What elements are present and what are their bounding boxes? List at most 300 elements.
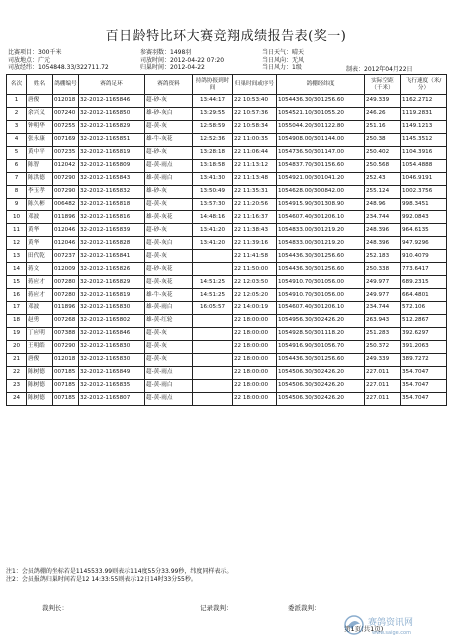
header-bird-info: 赛鸽资料: [145, 75, 193, 95]
cell-loft-id: 012046: [53, 224, 79, 237]
cell-name: 钟明华: [27, 120, 53, 133]
cell-distance: 249.339: [365, 353, 401, 366]
cell-rank: 21: [7, 353, 27, 366]
cell-distance: 227.011: [365, 379, 401, 392]
cell-loft-id: 011896: [53, 211, 79, 224]
cell-speed: 964.6135: [401, 224, 447, 237]
cell-speed: 773.6417: [401, 263, 447, 276]
cell-bird-info: 超-黄-灰: [145, 353, 193, 366]
table-row: [7, 120, 447, 133]
cell-speed: 992.0843: [401, 211, 447, 224]
table-row: [7, 314, 447, 327]
cell-speed: 1046.9191: [401, 172, 447, 185]
cell-ring: 32-2012-1165828: [79, 237, 145, 250]
header-distance: 实际空距（千米）: [365, 75, 401, 95]
header-speed: 飞行速度（米/分）: [401, 75, 447, 95]
cell-loft-id: 012018: [53, 95, 79, 108]
table-row: [7, 276, 447, 289]
table-row: [7, 327, 447, 340]
cell-ring: 32-2012-1165843: [79, 172, 145, 185]
cell-distance: 248.396: [365, 237, 401, 250]
cell-speed: 1162.2712: [401, 95, 447, 108]
cell-loft-id: 007235: [53, 146, 79, 159]
cell-loft-id: 007268: [53, 314, 79, 327]
table-row: [7, 133, 447, 146]
cell-name: 陈树德: [27, 366, 53, 379]
cell-speed: 354.7047: [401, 366, 447, 379]
report-title: 百日龄特比环大赛竞翔成绩报告表(奖一): [105, 29, 347, 44]
cell-ring: 32-2012-1165807: [79, 392, 145, 405]
cell-bird-info: 雄-牛-灰花: [145, 133, 193, 146]
cell-ring: 32-2012-1165849: [79, 366, 145, 379]
cell-distance: 251.16: [365, 120, 401, 133]
cell-speed: 392.6297: [401, 327, 447, 340]
cell-loft-id: 007290: [53, 172, 79, 185]
cell-report-time: 14:48:16: [193, 211, 233, 224]
cell-name: 张永康: [27, 133, 53, 146]
cell-rank: 13: [7, 250, 27, 263]
cell-loft-coords: 1054928.50/301118.20: [277, 327, 365, 340]
table-row: [7, 250, 447, 263]
cell-arrival-time: 22 11:06:44: [233, 146, 277, 159]
table-row: [7, 211, 447, 224]
cell-report-time: 13:28:18: [193, 146, 233, 159]
cell-name: 余兴义: [27, 107, 53, 120]
cell-bird-info: 超-黄-灰: [145, 198, 193, 211]
cell-arrival-time: 22 11:41:58: [233, 250, 277, 263]
cell-arrival-time: 22 18:00:00: [233, 340, 277, 353]
cell-ring: 32-2012-1165816: [79, 211, 145, 224]
cell-report-time: [193, 353, 233, 366]
cell-rank: 17: [7, 302, 27, 315]
cell-speed: 1149.1213: [401, 120, 447, 133]
cell-loft-coords: 1054436.30/301256.60: [277, 353, 365, 366]
cell-report-time: [193, 379, 233, 392]
cell-report-time: 13:41:20: [193, 224, 233, 237]
cell-report-time: [193, 250, 233, 263]
cell-bird-info: 超-黄-灰白: [145, 237, 193, 250]
cell-rank: 8: [7, 185, 27, 198]
cell-distance: 252.43: [365, 172, 401, 185]
cell-loft-coords: 1055044.20/301122.80: [277, 120, 365, 133]
race-item: 比赛项目：300千米: [8, 49, 62, 56]
cell-bird-info: 雄-砂-灰: [145, 185, 193, 198]
cell-loft-id: 012046: [53, 237, 79, 250]
cell-loft-id: 007185: [53, 366, 79, 379]
cell-distance: 249.339: [365, 95, 401, 108]
wind-direction: 当日风向：无风: [262, 56, 305, 64]
cell-arrival-time: 22 18:00:00: [233, 353, 277, 366]
cell-ring: 32-2012-1165829: [79, 120, 145, 133]
table-header-row: [7, 75, 447, 95]
cell-name: 黄中平: [27, 146, 53, 159]
cell-name: 蒋应才: [27, 289, 53, 302]
entry-count: 参赛羽数：1498羽: [140, 49, 192, 56]
cell-loft-coords: 1054436.30/301256.60: [277, 263, 365, 276]
wind-force: 当日风力：1级: [262, 64, 302, 71]
cell-loft-id: 012042: [53, 159, 79, 172]
cell-ring: 32-2012-1165850: [79, 107, 145, 120]
cell-ring: 32-2012-1165802: [79, 314, 145, 327]
cell-rank: 16: [7, 289, 27, 302]
cell-loft-coords: 1054506.30/302426.20: [277, 379, 365, 392]
header-ring: 赛鸽足环: [79, 75, 145, 95]
cell-report-time: 13:29:55: [193, 107, 233, 120]
table-row: [7, 289, 447, 302]
cell-arrival-time: 22 11:00:35: [233, 133, 277, 146]
cell-rank: 24: [7, 392, 27, 405]
cell-loft-coords: 1054628.00/300842.00: [277, 185, 365, 198]
cell-distance: 250.338: [365, 263, 401, 276]
cell-bird-info: 超-黄-雨白: [145, 379, 193, 392]
cell-loft-coords: 1054436.30/301256.60: [277, 95, 365, 108]
cell-distance: 246.26: [365, 107, 401, 120]
cell-loft-id: 012018: [53, 353, 79, 366]
return-date: 归巢时间：2012-04-22: [140, 64, 205, 71]
cell-name: 蒋文: [27, 263, 53, 276]
cell-arrival-time: 22 12:03:50: [233, 276, 277, 289]
cell-report-time: 13:57:30: [193, 198, 233, 211]
info-right: [262, 49, 304, 72]
release-time: 司放时间：2012-04-22 07:20: [140, 56, 225, 64]
record-referee-label: 记录裁判：: [200, 604, 233, 612]
cell-ring: 32-2012-1165819: [79, 289, 145, 302]
cell-loft-coords: 1054736.50/301147.00: [277, 146, 365, 159]
cell-ring: 32-2012-1165809: [79, 159, 145, 172]
cell-distance: 250.38: [365, 133, 401, 146]
cell-name: 陈洪德: [27, 172, 53, 185]
cell-name: 陈久彬: [27, 198, 53, 211]
cell-rank: 1: [7, 95, 27, 108]
results-table: [6, 74, 447, 406]
cell-bird-info: 雄-牛-灰花: [145, 289, 193, 302]
cell-bird-info: 超-黄-灰: [145, 250, 193, 263]
cell-arrival-time: 22 18:00:00: [233, 392, 277, 405]
header-report-time: 持鸽协报到时间: [193, 75, 233, 95]
cell-loft-coords: 1054607.40/301206.10: [277, 302, 365, 315]
cell-speed: 1119.2831: [401, 107, 447, 120]
release-place: 司放地点：广元: [8, 56, 51, 64]
cell-distance: 248.396: [365, 224, 401, 237]
cell-bird-info: 雄-黄-灰花: [145, 211, 193, 224]
cell-distance: 252.183: [365, 250, 401, 263]
notes: [6, 568, 232, 583]
cell-ring: 32-2012-1165819: [79, 146, 145, 159]
header-loft-coords: 鸽棚经纬度: [277, 75, 365, 95]
table-row: [7, 263, 447, 276]
cell-rank: 11: [7, 224, 27, 237]
cell-bird-info: 超-砂-灰: [145, 95, 193, 108]
cell-report-time: 13:44:17: [193, 95, 233, 108]
cell-arrival-time: 22 11:13:48: [233, 172, 277, 185]
cell-distance: 263.943: [365, 314, 401, 327]
cell-arrival-time: 22 11:35:31: [233, 185, 277, 198]
cell-name: 邓波: [27, 302, 53, 315]
cell-rank: 3: [7, 120, 27, 133]
cell-report-time: 12:52:36: [193, 133, 233, 146]
cell-report-time: [193, 392, 233, 405]
cell-name: 丁应明: [27, 327, 53, 340]
header-rank: 名次: [7, 75, 27, 95]
cell-loft-coords: 1054837.70/301156.60: [277, 159, 365, 172]
cell-loft-coords: 1054833.00/301219.20: [277, 237, 365, 250]
cell-rank: 20: [7, 340, 27, 353]
cell-speed: 910.4079: [401, 250, 447, 263]
cell-name: 蒋应才: [27, 276, 53, 289]
cell-report-time: 14:51:25: [193, 289, 233, 302]
table-row: [7, 366, 447, 379]
cell-name: 田代乾: [27, 250, 53, 263]
cell-rank: 12: [7, 237, 27, 250]
cell-bird-info: 超-砂-灰: [145, 146, 193, 159]
cell-rank: 14: [7, 263, 27, 276]
header-arrival-time: 归巢时间或序号: [233, 75, 277, 95]
cell-loft-coords: 1054506.30/302426.20: [277, 366, 365, 379]
cell-loft-id: 007185: [53, 379, 79, 392]
cell-arrival-time: 22 10:53:40: [233, 95, 277, 108]
table-row: [7, 379, 447, 392]
cell-ring: 32-2012-1165851: [79, 133, 145, 146]
cell-rank: 15: [7, 276, 27, 289]
cell-arrival-time: 22 11:16:37: [233, 211, 277, 224]
cell-report-time: [193, 340, 233, 353]
cell-loft-coords: 1054916.90/301056.70: [277, 340, 365, 353]
info-left: [8, 49, 109, 72]
cell-report-time: 13:41:20: [193, 237, 233, 250]
cell-bird-info: 超-砂-灰花: [145, 263, 193, 276]
cell-report-time: 13:41:30: [193, 172, 233, 185]
cell-speed: 998.3451: [401, 198, 447, 211]
table-row: [7, 172, 447, 185]
saige-logo-watermark: [342, 612, 446, 638]
note-2: 注2：会员报鸽归巢时间若是12 14:33:55则表示12日14时33分55秒。: [6, 575, 197, 583]
cell-distance: 234.744: [365, 211, 401, 224]
cell-rank: 22: [7, 366, 27, 379]
cell-name: 黄华: [27, 224, 53, 237]
cell-bird-info: 超-黄-雨点: [145, 159, 193, 172]
cell-speed: 1145.3512: [401, 133, 447, 146]
cell-loft-id: 007255: [53, 120, 79, 133]
cell-loft-coords: 1054956.30/302426.20: [277, 314, 365, 327]
table-row: [7, 198, 447, 211]
cell-bird-info: 雄-黄-红轮: [145, 314, 193, 327]
cell-speed: 1054.4888: [401, 159, 447, 172]
cell-bird-info: 超-黄-雨点: [145, 392, 193, 405]
header-name: 姓名: [27, 75, 53, 95]
cell-arrival-time: 22 11:20:56: [233, 198, 277, 211]
cell-loft-coords: 1054436.30/301256.60: [277, 250, 365, 263]
svg-text:www.saige.com: www.saige.com: [372, 630, 411, 636]
cell-bird-info: 超-黄-灰: [145, 340, 193, 353]
cell-name: 黄华: [27, 237, 53, 250]
cell-arrival-time: 22 10:57:36: [233, 107, 277, 120]
cell-loft-id: 007280: [53, 276, 79, 289]
cell-loft-id: 007185: [53, 392, 79, 405]
cell-speed: 689.2315: [401, 276, 447, 289]
cell-arrival-time: 22 18:00:00: [233, 366, 277, 379]
cell-report-time: 14:51:25: [193, 276, 233, 289]
cell-speed: 354.7047: [401, 392, 447, 405]
table-row: [7, 392, 447, 405]
cell-loft-coords: 1054908.00/301144.00: [277, 133, 365, 146]
cell-distance: 250.402: [365, 146, 401, 159]
cell-loft-id: 007280: [53, 289, 79, 302]
cell-rank: 6: [7, 159, 27, 172]
cell-rank: 5: [7, 146, 27, 159]
table-row: [7, 340, 447, 353]
cell-name: 陈树德: [27, 379, 53, 392]
cell-loft-coords: 1054506.30/302426.20: [277, 392, 365, 405]
table-row: [7, 224, 447, 237]
info-mid: [140, 49, 224, 72]
cell-rank: 23: [7, 379, 27, 392]
cell-arrival-time: 22 18:00:00: [233, 314, 277, 327]
cell-loft-id: 006482: [53, 198, 79, 211]
cell-distance: 227.011: [365, 366, 401, 379]
cell-name: 唐俊: [27, 95, 53, 108]
cell-speed: 1104.3916: [401, 146, 447, 159]
cell-report-time: 12:58:59: [193, 120, 233, 133]
cell-distance: 248.96: [365, 198, 401, 211]
cell-loft-id: 007169: [53, 133, 79, 146]
cell-ring: 32-2012-1165832: [79, 185, 145, 198]
cell-ring: 32-2012-1165830: [79, 353, 145, 366]
cell-ring: 32-2012-1165826: [79, 263, 145, 276]
cell-speed: 947.9296: [401, 237, 447, 250]
table-row: [7, 107, 447, 120]
cell-loft-id: 012009: [53, 263, 79, 276]
made-date: 制表：2012年04月22日: [346, 66, 413, 73]
cell-name: 李玉孝: [27, 185, 53, 198]
cell-ring: 32-2012-1165841: [79, 250, 145, 263]
assigned-referee-label: 委派裁判：: [288, 604, 321, 612]
cell-speed: 389.7272: [401, 353, 447, 366]
cell-arrival-time: 22 12:05:20: [233, 289, 277, 302]
cell-arrival-time: 22 14:00:19: [233, 302, 277, 315]
cell-report-time: 16:05:57: [193, 302, 233, 315]
cell-report-time: [193, 327, 233, 340]
cell-loft-coords: 1054910.70/301056.00: [277, 289, 365, 302]
cell-distance: 249.977: [365, 289, 401, 302]
table-row: [7, 237, 447, 250]
cell-speed: 1002.3756: [401, 185, 447, 198]
cell-loft-coords: 1054915.90/301308.90: [277, 198, 365, 211]
cell-loft-id: 007240: [53, 107, 79, 120]
cell-speed: 391.2063: [401, 340, 447, 353]
cell-rank: 10: [7, 211, 27, 224]
cell-distance: 250.372: [365, 340, 401, 353]
cell-report-time: [193, 366, 233, 379]
cell-distance: 250.568: [365, 159, 401, 172]
table-row: [7, 159, 447, 172]
header-loft-id: 鸽棚编号: [53, 75, 79, 95]
cell-distance: 249.977: [365, 276, 401, 289]
table-row: [7, 302, 447, 315]
cell-rank: 7: [7, 172, 27, 185]
cell-ring: 32-2012-1165835: [79, 379, 145, 392]
cell-distance: 251.283: [365, 327, 401, 340]
cell-bird-info: 超-黄-雨点: [145, 366, 193, 379]
cell-name: 唐俊: [27, 353, 53, 366]
cell-speed: 572.106: [401, 302, 447, 315]
table-row: [7, 185, 447, 198]
cell-ring: 32-2012-1165818: [79, 198, 145, 211]
cell-loft-id: 007237: [53, 250, 79, 263]
cell-distance: 234.744: [365, 302, 401, 315]
cell-loft-coords: 1054521.10/301055.20: [277, 107, 365, 120]
cell-name: 赵勇: [27, 314, 53, 327]
cell-name: 陈树德: [27, 392, 53, 405]
cell-bird-info: 雄-黄-雨白: [145, 172, 193, 185]
cell-loft-id: 007290: [53, 340, 79, 353]
cell-rank: 4: [7, 133, 27, 146]
chief-referee-label: 裁判长：: [42, 604, 68, 612]
cell-speed: 512.2867: [401, 314, 447, 327]
cell-ring: 32-2012-1165839: [79, 224, 145, 237]
cell-report-time: [193, 263, 233, 276]
cell-loft-coords: 1054921.00/301041.20: [277, 172, 365, 185]
cell-bird-info: 超-砂-灰: [145, 224, 193, 237]
svg-text:赛鸽资讯网: 赛鸽资讯网: [368, 618, 414, 628]
cell-name: 邓波: [27, 211, 53, 224]
cell-arrival-time: 22 11:39:16: [233, 237, 277, 250]
cell-loft-id: 011896: [53, 302, 79, 315]
cell-loft-coords: 1054833.00/301219.20: [277, 224, 365, 237]
cell-loft-id: 007388: [53, 327, 79, 340]
cell-bird-info: 超-黄-灰: [145, 120, 193, 133]
cell-arrival-time: 22 11:13:12: [233, 159, 277, 172]
cell-arrival-time: 22 10:58:34: [233, 120, 277, 133]
cell-bird-info: 雄-黄-雨白: [145, 302, 193, 315]
cell-report-time: 13:50:49: [193, 185, 233, 198]
cell-bird-info: 超-黄-灰花: [145, 276, 193, 289]
cell-report-time: 13:18:58: [193, 159, 233, 172]
cell-bird-info: 雄-砂-灰白: [145, 107, 193, 120]
cell-loft-coords: 1054607.40/301206.10: [277, 211, 365, 224]
cell-distance: 227.011: [365, 392, 401, 405]
cell-name: 王明皓: [27, 340, 53, 353]
note-1: 注1：会员鸽棚的坐标若是1145533.99则表示114度55分33.99秒，纬度同样表示。: [6, 568, 233, 575]
page-number: 第1页(共1页): [344, 625, 384, 633]
cell-loft-coords: 1054910.70/301056.00: [277, 276, 365, 289]
cell-ring: 32-2012-1165846: [79, 327, 145, 340]
cell-rank: 9: [7, 198, 27, 211]
cell-arrival-time: 22 11:38:43: [233, 224, 277, 237]
cell-report-time: [193, 314, 233, 327]
cell-arrival-time: 22 11:50:00: [233, 263, 277, 276]
table-row: [7, 146, 447, 159]
cell-ring: 32-2012-1165830: [79, 302, 145, 315]
release-coords: 司放经纬：1054848.33/322711.72: [8, 64, 109, 71]
cell-distance: 255.124: [365, 185, 401, 198]
cell-speed: 664.4801: [401, 289, 447, 302]
cell-arrival-time: 22 18:00:00: [233, 327, 277, 340]
table-row: [7, 95, 447, 108]
cell-arrival-time: 22 18:00:00: [233, 379, 277, 392]
cell-speed: 354.7047: [401, 379, 447, 392]
cell-name: 陈智: [27, 159, 53, 172]
cell-rank: 19: [7, 327, 27, 340]
table-row: [7, 353, 447, 366]
cell-ring: 32-2012-1165830: [79, 340, 145, 353]
cell-rank: 2: [7, 107, 27, 120]
cell-ring: 32-2012-1165829: [79, 276, 145, 289]
cell-rank: 18: [7, 314, 27, 327]
weather: 当日天气：晴天: [262, 49, 305, 56]
cell-bird-info: 超-黄-灰: [145, 327, 193, 340]
cell-ring: 32-2012-1165846: [79, 95, 145, 108]
cell-loft-id: 007290: [53, 185, 79, 198]
